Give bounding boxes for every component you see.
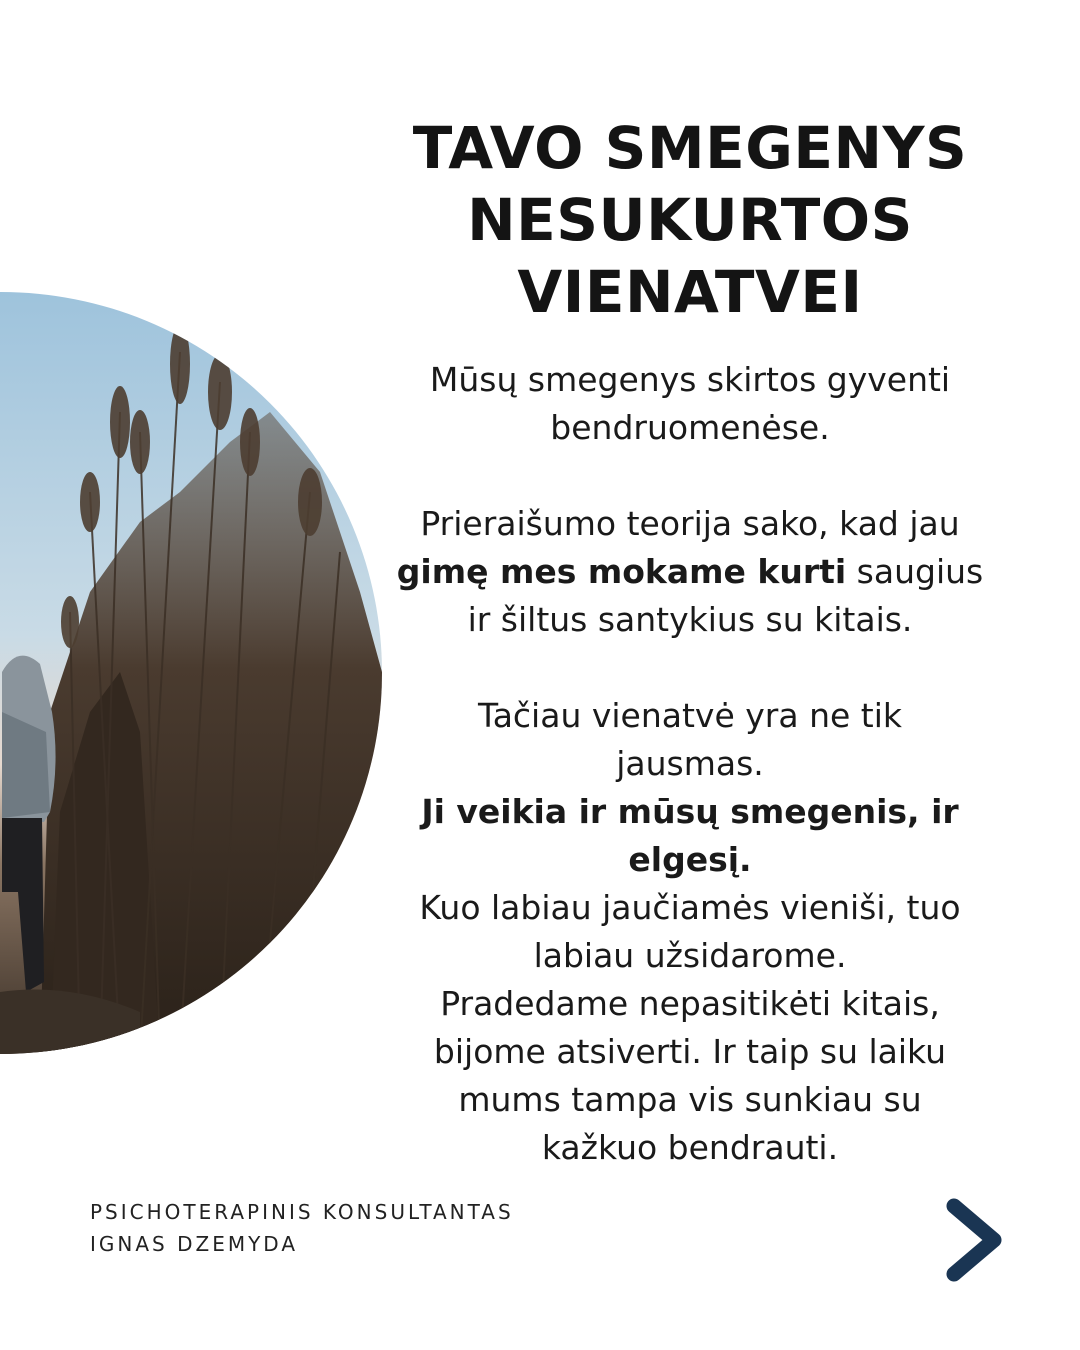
paragraph-spacer [380, 644, 1000, 692]
text-line: bendruomenėse. [550, 408, 830, 447]
author-credit [90, 1196, 514, 1260]
title-line: NESUKURTOS [467, 186, 913, 254]
text-line: jausmas. [616, 744, 764, 783]
text-line: saugius [846, 552, 984, 591]
title-line: TAVO SMEGENYS [412, 114, 968, 182]
chevron-right-icon [944, 1198, 1008, 1282]
paragraph-spacer [380, 452, 1000, 500]
text-line: ir šiltus santykius su kitais. [467, 600, 913, 639]
emphasis-text: gimę mes mokame kurti [396, 552, 847, 591]
page-title [380, 112, 1000, 328]
next-slide-button[interactable] [944, 1198, 1008, 1282]
text-line: kažkuo bendrauti. [541, 1128, 839, 1167]
paragraph-attachment-theory [380, 500, 1000, 644]
title-line: VIENATVEI [517, 258, 863, 326]
emphasis-text: elgesį. [628, 840, 752, 879]
body-text [380, 356, 1000, 1172]
emphasis-text: Ji veikia ir mūsų smegenis, ir [421, 792, 959, 831]
reeds-photo [0, 292, 382, 1054]
text-line: Pradedame nepasitikėti kitais, [440, 984, 940, 1023]
author-name: IGNAS DZEMYDA [90, 1232, 299, 1256]
paragraph-intro [380, 356, 1000, 452]
text-line: Tačiau vienatvė yra ne tik [478, 696, 902, 735]
paragraph-loneliness [380, 692, 1000, 1172]
text-line: bijome atsiverti. Ir taip su laiku [433, 1032, 947, 1071]
main-content [380, 112, 1000, 1172]
text-line: labiau užsidarome. [533, 936, 847, 975]
text-line: Mūsų smegenys skirtos gyventi [429, 360, 951, 399]
author-role: PSICHOTERAPINIS KONSULTANTAS [90, 1200, 514, 1224]
text-line: Prieraišumo teorija sako, kad jau [420, 504, 960, 543]
text-line: Kuo labiau jaučiamės vieniši, tuo [419, 888, 961, 927]
text-line: mums tampa vis sunkiau su [458, 1080, 922, 1119]
